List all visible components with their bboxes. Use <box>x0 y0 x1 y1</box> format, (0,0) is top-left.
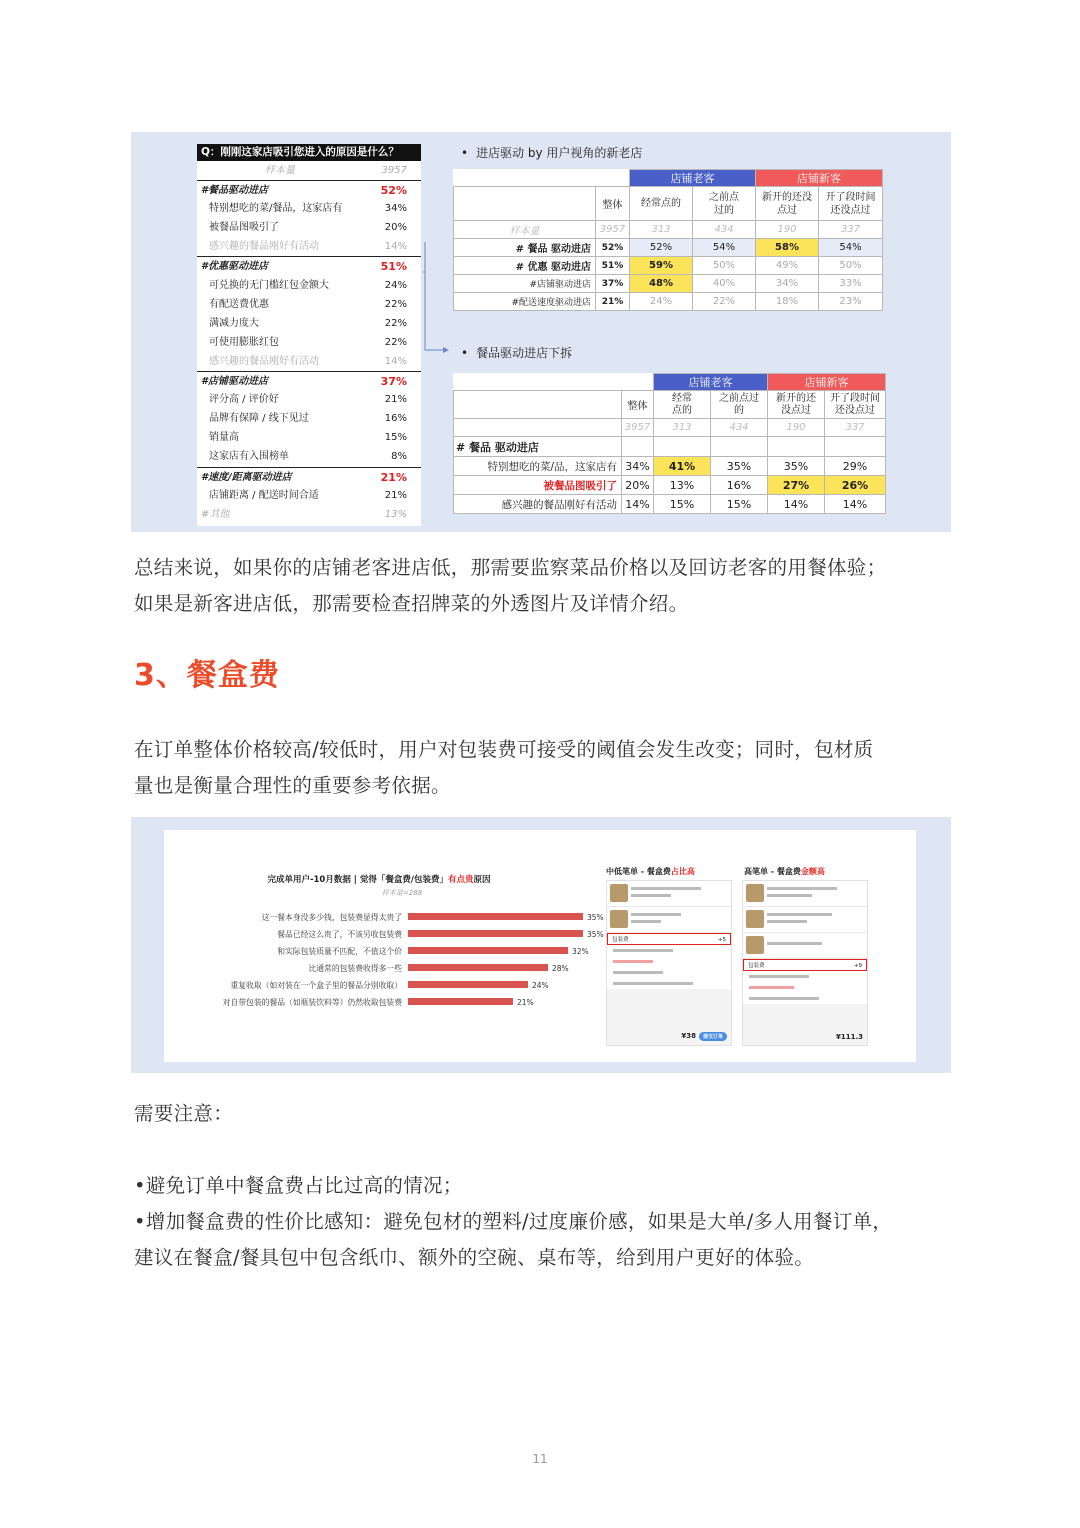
item-value: 22% <box>384 336 407 348</box>
question-category <box>197 467 421 486</box>
value-cell: 54% <box>693 239 756 257</box>
sample-cell: 3957 <box>596 221 630 239</box>
value-cell: 14% <box>622 495 654 514</box>
question-item <box>197 352 421 371</box>
bar-category-label: 比通常的包装费收得多一些 <box>308 964 402 973</box>
value-cell: 33% <box>819 275 883 293</box>
phone-right-title: 高笔单 - 餐盒费金额高 <box>744 867 825 876</box>
item-value: 22% <box>384 298 407 310</box>
bar-value-label: 35% <box>587 913 604 922</box>
phone-row <box>743 993 867 1004</box>
table2-row <box>454 495 886 514</box>
category-value: 51% <box>380 260 407 274</box>
item-label: 店铺距离 / 配送时间合适 <box>209 489 319 501</box>
sample-cell: 190 <box>756 221 819 239</box>
category-value: 52% <box>380 184 407 198</box>
value-cell: 52% <box>596 239 630 257</box>
item-value: 20% <box>384 222 407 234</box>
value-cell: 51% <box>596 257 630 275</box>
question-item <box>197 314 421 333</box>
value-cell: 35% <box>711 457 768 476</box>
sample-cell: 190 <box>768 419 825 437</box>
table1-row <box>454 239 883 257</box>
sample-cell: 337 <box>825 419 886 437</box>
bar <box>408 930 583 937</box>
bar-category-label: 和实际包装质量不匹配，不值这个价 <box>277 947 402 956</box>
header2-blank <box>454 391 622 419</box>
item-value: 21% <box>384 394 407 406</box>
value-cell: 16% <box>711 476 768 495</box>
page-number: 11 <box>532 1452 548 1466</box>
item-label: 评分高 / 评价好 <box>209 394 279 406</box>
header-blank <box>454 187 596 221</box>
value-cell: 15% <box>711 495 768 514</box>
bar-value-label: 28% <box>552 964 569 973</box>
item-value: 14% <box>384 355 407 367</box>
table2-section-label: # 餐品 驱动进店 <box>454 437 622 457</box>
sample-cell: 313 <box>630 221 693 239</box>
value-cell: 58% <box>756 239 819 257</box>
chart-subtitle: 样本量=288 <box>381 889 423 897</box>
bar <box>408 913 583 920</box>
row-label: 被餐品图吸引了 <box>454 476 622 495</box>
value-cell: 37% <box>596 275 630 293</box>
paragraph-line-1: 在订单整体价格较高/较低时，用户对包装费可接受的阈值会发生改变；同时，包材质 <box>134 738 874 761</box>
value-cell: 14% <box>825 495 886 514</box>
row-label: 感兴趣的餐品刚好有活动 <box>454 495 622 514</box>
item-label: 可使用膨胀红包 <box>209 336 279 348</box>
sample-cell: 434 <box>693 221 756 239</box>
value-cell: 52% <box>630 239 693 257</box>
phone-row <box>607 945 731 956</box>
note-heading: 需要注意： <box>134 1102 234 1125</box>
value-cell: 59% <box>630 257 693 275</box>
value-cell: 49% <box>756 257 819 275</box>
bar <box>408 998 513 1005</box>
bar-category-label: 这一餐本身没多少钱，包装费显得太贵了 <box>261 913 402 922</box>
table1-row <box>454 275 883 293</box>
table1-row <box>454 257 883 275</box>
order-item <box>743 907 867 933</box>
table-dish-driver-breakdown <box>453 373 886 514</box>
group2-new-customers: 店铺新客 <box>768 374 886 391</box>
paragraph-line-2: 量也是衡量合理性的重要参考依据。 <box>134 774 451 797</box>
row-label: 特别想吃的菜/品，这家店有 <box>454 457 622 476</box>
col-new-unordered: 新开的还没点过 <box>756 187 819 221</box>
question-category <box>197 180 421 199</box>
item-label: 可兑换的无门槛红包金额大 <box>209 279 329 291</box>
bullet-1: •避免订单中餐盒费占比过高的情况； <box>134 1174 463 1197</box>
question-category <box>197 371 421 390</box>
item-value: 15% <box>384 432 407 444</box>
value-cell: 13% <box>654 476 711 495</box>
bar-value-label: 24% <box>532 981 549 990</box>
bar-category-label: 餐品已经这么贵了，不该另收包装费 <box>277 930 402 939</box>
question-title: Q：刚刚这家店吸引您进入的原因是什么？ <box>197 144 421 161</box>
submit-order-button[interactable]: 提交订单 <box>699 1032 727 1041</box>
phone-left-title: 中低笔单 - 餐盒费占比高 <box>606 867 695 876</box>
table1-row <box>454 293 883 311</box>
item-label: 有配送费优惠 <box>209 298 269 310</box>
table2-sample-row <box>454 419 886 437</box>
value-cell: 15% <box>654 495 711 514</box>
order-item <box>743 933 867 959</box>
value-cell: 54% <box>819 239 883 257</box>
sample-label-cell: 样本量 <box>454 221 596 239</box>
row-label: #配送速度驱动进店 <box>454 293 596 311</box>
value-cell: 21% <box>596 293 630 311</box>
col-total: 整体 <box>596 187 630 221</box>
row-label: # 优惠 驱动进店 <box>454 257 596 275</box>
item-label: 感兴趣的餐品刚好有活动 <box>209 355 319 367</box>
other-row: #其他 13% <box>201 508 407 520</box>
question-item <box>197 486 421 505</box>
bar-value-label: 21% <box>517 998 534 1007</box>
bar-value-label: 32% <box>572 947 589 956</box>
bar-category-label: 对自带包装的餐品（如瓶装饮料等）仍然收取包装费 <box>222 998 402 1007</box>
bar-category-label: 重复收取（如对装在一个盒子里的餐品分别收取） <box>230 981 402 990</box>
order-item <box>607 907 731 933</box>
item-value: 24% <box>384 279 407 291</box>
row-label: # 餐品 驱动进店 <box>454 239 596 257</box>
category-label: #店铺驱动进店 <box>201 376 268 388</box>
item-label: 销量高 <box>209 432 239 444</box>
value-cell: 22% <box>693 293 756 311</box>
phone-low-order <box>604 830 734 1062</box>
question-item <box>197 409 421 428</box>
phone-row <box>743 971 867 982</box>
chart-title: 完成单用户-10月数据 | 觉得「餐盒费/包装费」有点贵原因 <box>267 875 491 885</box>
table2-title: • 餐品驱动进店下拆 <box>461 346 573 360</box>
value-cell: 18% <box>756 293 819 311</box>
bullet-2-continued: 建议在餐盒/餐具包中包含纸巾、额外的空碗、桌布等，给到用户更好的体验。 <box>134 1246 815 1269</box>
value-cell: 48% <box>630 275 693 293</box>
section-heading: 3、餐盒费 <box>134 658 280 693</box>
item-label: 品牌有保障 / 线下见过 <box>209 413 309 425</box>
phone-right-total: ¥111.3 <box>835 1033 863 1041</box>
summary-line-1: 总结来说，如果你的店铺老客进店低，那需要监察菜品价格以及回访老客的用餐体验； <box>134 556 887 579</box>
question-category <box>197 256 421 275</box>
question-item <box>197 237 421 256</box>
table-new-old-store <box>453 169 883 311</box>
item-value: 16% <box>384 413 407 425</box>
col2-new-unordered: 新开的还没点过 <box>768 391 825 419</box>
item-label: 特别想吃的菜/餐品，这家店有 <box>209 203 343 215</box>
phone-right-screen <box>742 880 868 1046</box>
question-groups <box>197 180 421 505</box>
item-value: 14% <box>384 241 407 253</box>
order-item <box>607 881 731 907</box>
sample-row: 样本量 3957 <box>265 165 407 176</box>
phone-row <box>607 967 731 978</box>
figure2-panel <box>164 830 916 1062</box>
value-cell: 50% <box>693 257 756 275</box>
item-label: 感兴趣的餐品刚好有活动 <box>209 241 319 253</box>
item-label: 这家店有入围榜单 <box>209 451 289 463</box>
phone-row <box>607 956 731 967</box>
connector-arrow <box>421 182 451 357</box>
packaging-fee-row: 包装费 +5 <box>607 933 731 945</box>
question-item <box>197 333 421 352</box>
value-cell: 34% <box>756 275 819 293</box>
bar <box>408 981 528 988</box>
sample-cell: 313 <box>654 419 711 437</box>
value-cell: 14% <box>768 495 825 514</box>
category-label: #速度/距离驱动进店 <box>201 471 292 483</box>
item-value: 22% <box>384 317 407 329</box>
question-item <box>197 199 421 218</box>
sample-cell: 434 <box>711 419 768 437</box>
col2-ordered-before: 之前点过的 <box>711 391 768 419</box>
question-item <box>197 447 421 466</box>
col-older-unordered: 开了段时间还没点过 <box>819 187 883 221</box>
category-label: #餐品驱动进店 <box>201 185 268 197</box>
value-cell: 50% <box>819 257 883 275</box>
bar-value-label: 35% <box>587 930 604 939</box>
value-cell: 23% <box>819 293 883 311</box>
phone-row <box>607 978 731 989</box>
item-label: 满减力度大 <box>209 317 259 329</box>
figure-store-entry-drivers <box>131 132 951 532</box>
group-new-customers: 店铺新客 <box>756 170 883 187</box>
question-item <box>197 295 421 314</box>
col-ordered-before: 之前点过的 <box>693 187 756 221</box>
question-item <box>197 390 421 409</box>
item-value: 34% <box>384 203 407 215</box>
group-old-customers: 店铺老客 <box>630 170 756 187</box>
table2-row <box>454 476 886 495</box>
value-cell: 35% <box>768 457 825 476</box>
sample-cell: 337 <box>819 221 883 239</box>
row-label: #店铺驱动进店 <box>454 275 596 293</box>
value-cell: 41% <box>654 457 711 476</box>
table1-title: • 进店驱动 by 用户视角的新老店 <box>461 146 643 160</box>
question-item <box>197 428 421 447</box>
category-label: #优惠驱动进店 <box>201 261 268 273</box>
question-table <box>197 144 421 526</box>
item-value: 8% <box>391 451 407 463</box>
question-item <box>197 276 421 295</box>
question-item <box>197 218 421 237</box>
col-frequent: 经常点的 <box>630 187 693 221</box>
phone-left-total: ¥38 提交订单 <box>681 1032 727 1041</box>
summary-line-2: 如果是新客进店低，那需要检查招牌菜的外透图片及详情介绍。 <box>134 592 689 615</box>
sample-blank-cell <box>454 419 622 437</box>
value-cell: 34% <box>622 457 654 476</box>
packaging-fee-bar-chart <box>164 830 604 1062</box>
category-value: 21% <box>380 470 407 484</box>
value-cell: 20% <box>622 476 654 495</box>
item-value: 21% <box>384 489 407 501</box>
phone-row <box>743 982 867 993</box>
phone-high-order <box>740 830 870 1062</box>
figure-packaging-fee <box>131 817 951 1073</box>
bar <box>408 947 568 954</box>
value-cell: 24% <box>630 293 693 311</box>
category-value: 37% <box>380 375 407 389</box>
bullet-2: •增加餐盒费的性价比感知：避免包材的塑料/过度廉价感，如果是大单/多人用餐订单， <box>134 1210 893 1233</box>
value-cell: 26% <box>825 476 886 495</box>
bar <box>408 964 548 971</box>
packaging-fee-row: 包装费 +9 <box>743 959 867 971</box>
sample-cell: 3957 <box>622 419 654 437</box>
col2-older-unordered: 开了段时间还没点过 <box>825 391 886 419</box>
item-label: 被餐品图吸引了 <box>209 222 279 234</box>
col2-frequent: 经常点的 <box>654 391 711 419</box>
value-cell: 27% <box>768 476 825 495</box>
phone-left-screen <box>606 880 732 1046</box>
table2-row <box>454 457 886 476</box>
value-cell: 29% <box>825 457 886 476</box>
value-cell: 40% <box>693 275 756 293</box>
col2-total: 整体 <box>622 391 654 419</box>
table1-sample-row <box>454 221 883 239</box>
order-item <box>743 881 867 907</box>
group2-old-customers: 店铺老客 <box>654 374 768 391</box>
